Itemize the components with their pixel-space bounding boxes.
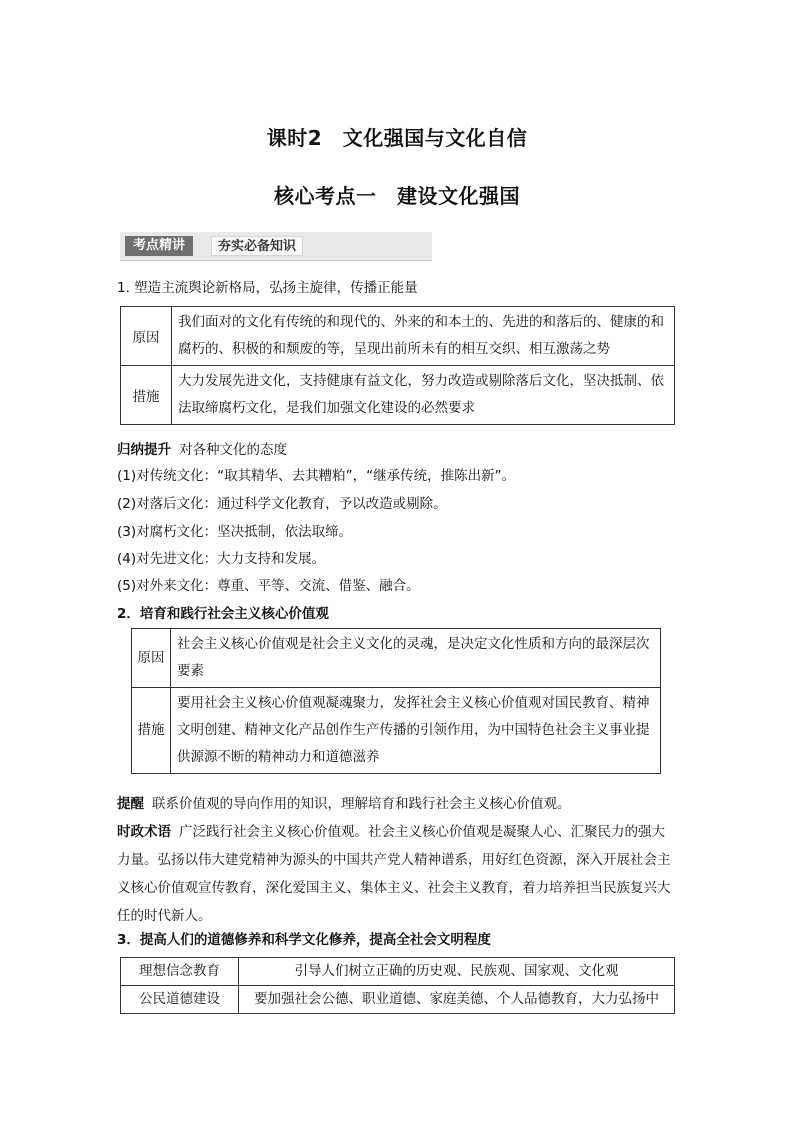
table-row bbox=[121, 986, 675, 1014]
table-row bbox=[121, 307, 675, 366]
table-row bbox=[121, 958, 675, 986]
summary-item: (5)对外来文化：尊重、平等、交流、借鉴、融合。 bbox=[117, 578, 420, 594]
row-head: 原因 bbox=[121, 307, 172, 366]
politics-term-text: 广泛践行社会主义核心价值观。社会主义核心价值观是凝聚人心、汇聚民力的强大力量。弘扬以伟大建党精神为源头的中国共产党人精神谱系，用好红色资源，深入开展社会主义核心价值观宣传教育，深化爱国主义、集体主义、社会主义教育，着力培养担当民族复兴大任的时代新人。 bbox=[117, 824, 671, 924]
summary-title: 对各种文化的态度 bbox=[179, 442, 287, 458]
summary-heading bbox=[117, 440, 287, 460]
summary-item: (4)对先进文化：大力支持和发展。 bbox=[117, 551, 326, 567]
row-text: 引导人们树立正确的历史观、民族观、国家观、文化观 bbox=[239, 958, 675, 986]
section2-table bbox=[131, 628, 661, 774]
row-head: 措施 bbox=[132, 688, 171, 774]
row-head: 原因 bbox=[132, 629, 171, 688]
row-text: 要用社会主义核心价值观凝魂聚力，发挥社会主义核心价值观对国民教育、精神文明创建、精神文化产品创作生产传播的引领作用，为中国特色社会主义事业提供源源不断的精神动力和道德滋养 bbox=[171, 688, 661, 774]
reminder-text: 联系价值观的导向作用的知识，理解培育和践行社会主义核心价值观。 bbox=[152, 796, 571, 812]
row-text: 大力发展先进文化，支持健康有益文化，努力改造或剔除落后文化，坚决抵制、依法取缔腐朽文化，是我们加强文化建设的必然要求 bbox=[172, 366, 675, 425]
summary-tag: 归纳提升 bbox=[117, 442, 171, 458]
row-text: 我们面对的文化有传统的和现代的、外来的和本土的、先进的和落后的、健康的和腐朽的、积极的和颓废的等，呈现出前所未有的相互交织、相互激荡之势 bbox=[172, 307, 675, 366]
summary-item: (3)对腐朽文化：坚决抵制，依法取缔。 bbox=[117, 524, 353, 540]
politics-term-tag: 时政术语 bbox=[117, 824, 171, 840]
section-title: 核心考点一 建设文化强国 bbox=[274, 184, 520, 208]
politics-term bbox=[117, 818, 677, 930]
row-text: 要加强社会公德、职业道德、家庭美德、个人品德教育，大力弘扬中 bbox=[239, 986, 675, 1014]
table-row bbox=[132, 629, 661, 688]
row-text: 社会主义核心价值观是社会主义文化的灵魂，是决定文化性质和方向的最深层次要素 bbox=[171, 629, 661, 688]
knowledge-banner bbox=[120, 232, 432, 261]
reminder-tag: 提醒 bbox=[117, 796, 144, 812]
summary-item: (1)对传统文化：“取其精华、去其糟粕”，“继承传统，推陈出新”。 bbox=[117, 468, 516, 484]
table-row bbox=[121, 366, 675, 425]
section3-heading: 3．提高人们的道德修养和科学文化修养，提高全社会文明程度 bbox=[117, 932, 491, 948]
row-head: 理想信念教育 bbox=[121, 958, 239, 986]
row-head: 公民道德建设 bbox=[121, 986, 239, 1014]
lesson-title: 课时2 文化强国与文化自信 bbox=[266, 126, 528, 150]
section1-heading: 1. 塑造主流舆论新格局，弘扬主旋律，传播正能量 bbox=[117, 280, 418, 296]
banner-tag: 考点精讲 bbox=[125, 236, 193, 256]
row-head: 措施 bbox=[121, 366, 172, 425]
summary-item: (2)对落后文化：通过科学文化教育，予以改造或剔除。 bbox=[117, 496, 447, 512]
table-row bbox=[132, 688, 661, 774]
section1-table bbox=[120, 306, 675, 425]
banner-label: 夯实必备知识 bbox=[211, 236, 303, 256]
section2-heading: 2．培育和践行社会主义核心价值观 bbox=[117, 606, 329, 622]
section3-table bbox=[120, 957, 675, 1014]
reminder bbox=[117, 794, 571, 814]
